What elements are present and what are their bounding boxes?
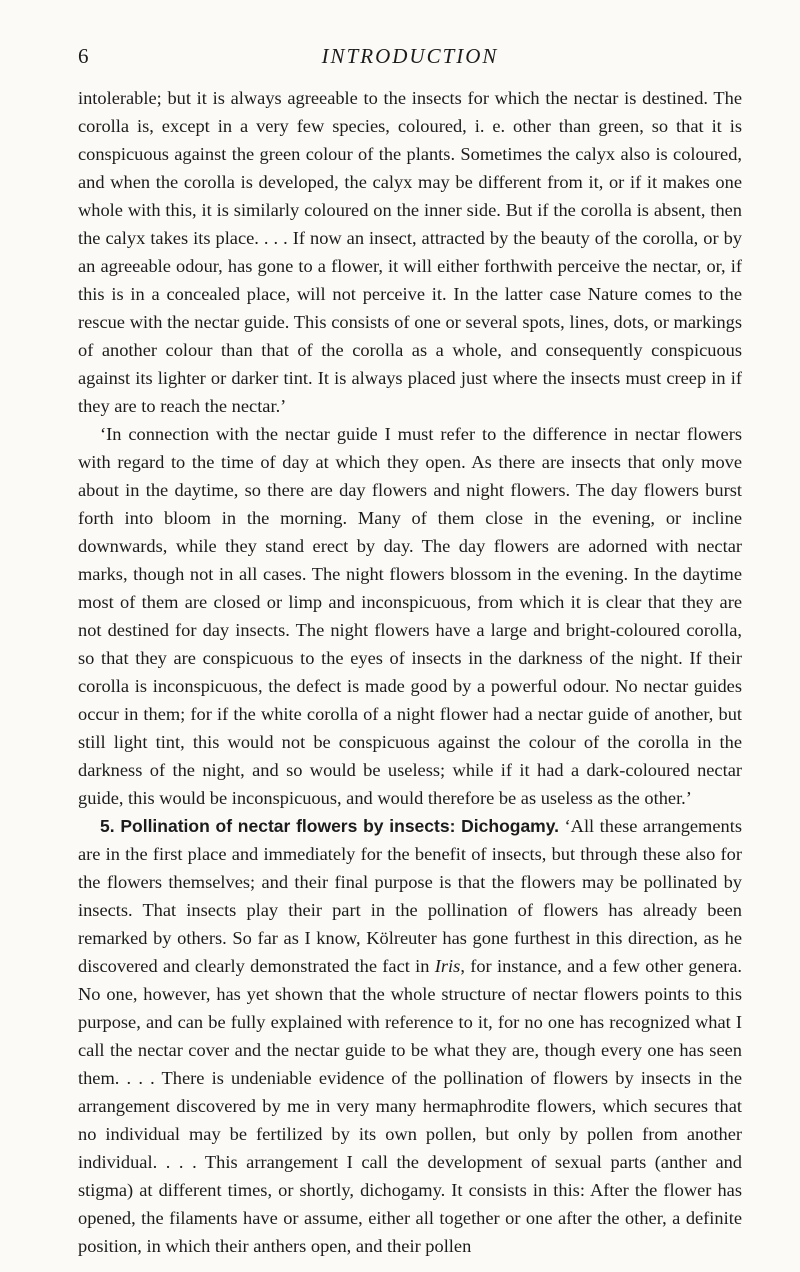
- paragraph-dichogamy: [78, 812, 742, 1260]
- page-content: [78, 44, 742, 1260]
- section-heading: 5. Pollination of nectar flowers by insects: Dichogamy.: [100, 816, 560, 836]
- page-number: 6: [78, 44, 90, 68]
- running-title: INTRODUCTION: [321, 44, 499, 68]
- paragraph-2-text: ‘In connection with the nectar guide I must refer to the difference in nectar flowers with regard to the time of day at which they open. As there are insects that only move about in the daytime, so there are day flowers and night flowers. The day flowers burst forth into bloom in the morning. Many of them close in the evening, or incline downwards, while they stand erect by day. The day flowers are adorned with nectar marks, though not in all cases. The night flowers blossom in the evening. In the daytime most of them are closed or limp and inconspicuous, from which it is clear that they are not destined for day insects. The night flowers have a large and bright-coloured corolla, so that they are conspicuous to the eyes of insects in the darkness of the night. If their corolla is inconspicuous, the defect is made good by a powerful odour. No nectar guides occur in them; for if the white corolla of a night flower had a nectar guide of another, but still light tint, this would not be conspicuous against the colour of the corolla in the darkness of the night, and so would be useless; while if it had a dark-coloured nectar guide, this would be inconspicuous, and would therefore be as useless as the other.’: [78, 424, 742, 808]
- paragraph-continuation: [78, 84, 742, 420]
- paragraph-3-text-a: ‘All these arrangements are in the first place and immediately for the benefit of insects, but through these also for the flowers themselves; and their final purpose is that the flowers may be pollinated by insects. That insects play their part in the pollination of flowers has already been remarked by others. So far as I know, Kölreuter has gone furthest in this direction, as he discovered and clearly demonstrated the fact in: [78, 816, 742, 976]
- genus-name-italic: Iris: [434, 956, 461, 976]
- running-head: [78, 44, 742, 84]
- body-text: [78, 84, 742, 1260]
- paragraph-3-text-b: , for instance, and a few other genera. No one, however, has yet shown that the whole structure of nectar flowers points to this purpose, and can be fully explained with reference to it, for no one has recognized what I call the nectar cover and the nectar guide to be what they are, though every one has seen them. . . . There is undeniable evidence of the pollination of flowers by insects in the arrangement discovered by me in very many hermaphrodite flowers, which secures that no individual may be fertilized by its own pollen, but only by pollen from another individual. . . . This arrangement I call the development of sexual parts (anther and stigma) at different times, or shortly, dichogamy. It consists in this: After the flower has opened, the filaments have or assume, either all together or one after the other, a definite position, in which their anthers open, and their pollen: [78, 956, 742, 1256]
- paragraph-1-text: intolerable; but it is always agreeable to the insects for which the nectar is destined. The corolla is, except in a very few species, coloured, i. e. other than green, so that it is conspicuous against the green colour of the plants. Sometimes the calyx also is coloured, and when the corolla is developed, the calyx may be different from it, or if it makes one whole with this, it is similarly coloured on the inner side. But if the corolla is absent, then the calyx takes its place. . . . If now an insect, attracted by the beauty of the corolla, or by an agreeable odour, has gone to a flower, it will either forthwith perceive the nectar, or, if this is in a concealed place, will not perceive it. In the latter case Nature comes to the rescue with the nectar guide. This consists of one or several spots, lines, dots, or markings of another colour than that of the corolla as a whole, and consequently conspicuous against its lighter or darker tint. It is always placed just where the insects must creep in if they are to reach the nectar.’: [78, 88, 742, 416]
- paragraph-night-flowers: [78, 420, 742, 812]
